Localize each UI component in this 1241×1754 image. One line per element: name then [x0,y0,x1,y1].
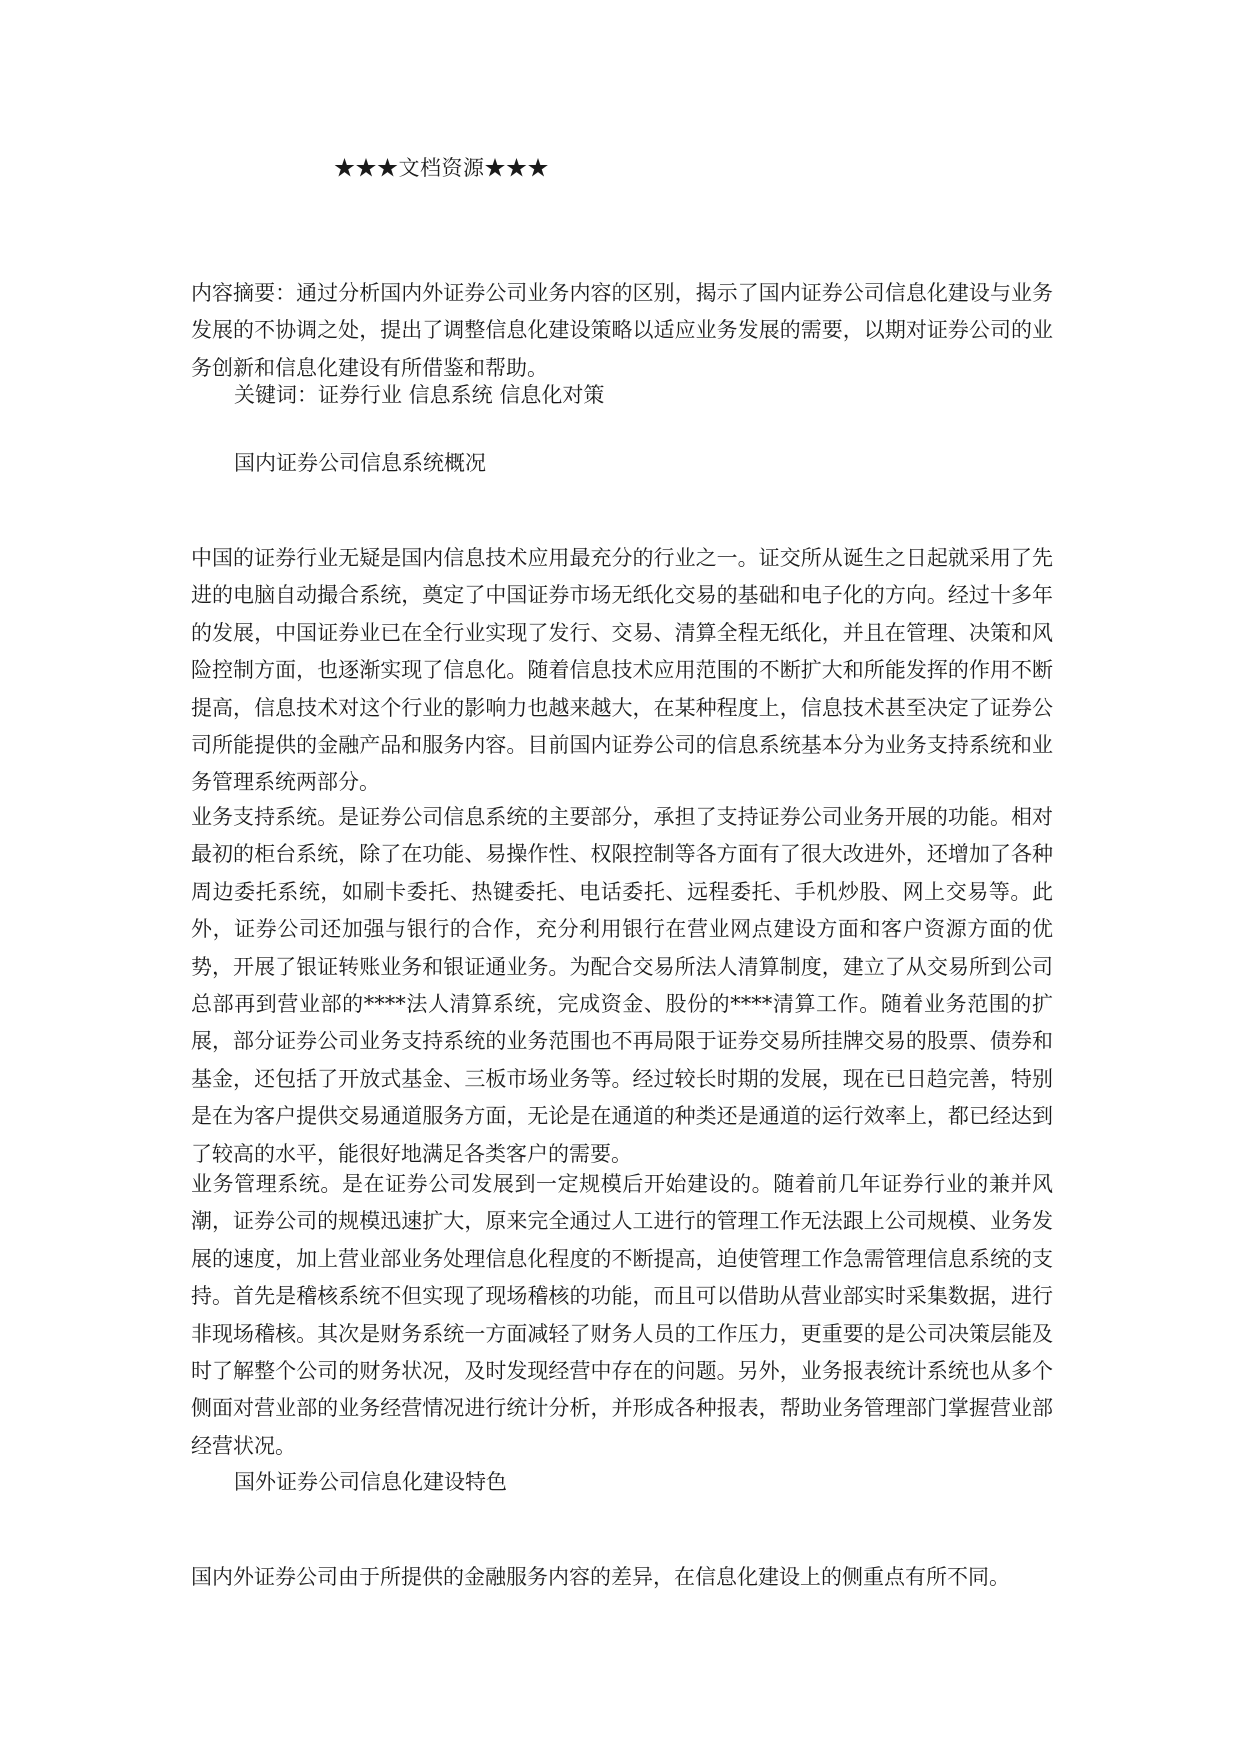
body-paragraph-business-support: 业务支持系统。是证券公司信息系统的主要部分，承担了支持证券公司业务开展的功能。相对最初的柜台系统，除了在功能、易操作性、权限控制等各方面有了很大改进外，还增加了各种周边委托系统，如刷卡委托、热键委托、电话委托、远程委托、手机炒股、网上交易等。此外，证券公司还加强与银行的合作，充分利用银行在营业网点建设方面和客户资源方面的优势，开展了银证转账业务和银证通业务。为配合交易所法人清算制度，建立了从交易所到公司总部再到营业部的****法人清算系统，完成资金、股份的****清算工作。随着业务范围的扩展，部分证券公司业务支持系统的业务范围也不再局限于证券交易所挂牌交易的股票、债券和基金，还包括了开放式基金、三板市场业务等。经过较长时期的发展，现在已日趋完善，特别是在为客户提供交易通道服务方面，无论是在通道的种类还是通道的运行效率上，都已经达到了较高的水平，能很好地满足各类客户的需要。 [191,805,1053,1166]
body-paragraph-business-management: 业务管理系统。是在证券公司发展到一定规模后开始建设的。随着前几年证券行业的兼并风潮，证券公司的规模迅速扩大，原来完全通过人工进行的管理工作无法跟上公司规模、业务发展的速度，加上营业部业务处理信息化程度的不断提高，迫使管理工作急需管理信息系统的支持。首先是稽核系统不但实现了现场稽核的功能，而且可以借助从营业部实时采集数据，进行非现场稽核。其次是财务系统一方面减轻了财务人员的工作压力，更重要的是公司决策层能及时了解整个公司的财务状况，及时发现经营中存在的问题。另外，业务报表统计系统也从多个侧面对营业部的业务经营情况进行统计分析，并形成各种报表，帮助业务管理部门掌握营业部经营状况。 [191,1172,1053,1458]
abstract-paragraph: 内容摘要：通过分析国内外证券公司业务内容的区别，揭示了国内证券公司信息化建设与业务发展的不协调之处，提出了调整信息化建设策略以适应业务发展的需要，以期对证券公司的业务创新和信息化建设有所借鉴和帮助。 [191,281,1053,380]
section-heading-domestic: 国内证券公司信息系统概况 [234,451,486,475]
document-header: ★★★文档资源★★★ [334,156,549,180]
section-heading-foreign: 国外证券公司信息化建设特色 [234,1470,507,1494]
body-paragraph-overview: 中国的证券行业无疑是国内信息技术应用最充分的行业之一。证交所从诞生之日起就采用了先进的电脑自动撮合系统，奠定了中国证券市场无纸化交易的基础和电子化的方向。经过十多年的发展，中国证券业已在全行业实现了发行、交易、清算全程无纸化，并且在管理、决策和风险控制方面，也逐渐实现了信息化。随着信息技术应用范围的不断扩大和所能发挥的作用不断提高，信息技术对这个行业的影响力也越来越大，在某种程度上，信息技术甚至决定了证券公司所能提供的金融产品和服务内容。目前国内证券公司的信息系统基本分为业务支持系统和业务管理系统两部分。 [191,546,1053,795]
body-paragraph-foreign-intro: 国内外证券公司由于所提供的金融服务内容的差异，在信息化建设上的侧重点有所不同。 [191,1565,1010,1589]
keywords-line: 关键词：证券行业 信息系统 信息化对策 [234,383,605,407]
